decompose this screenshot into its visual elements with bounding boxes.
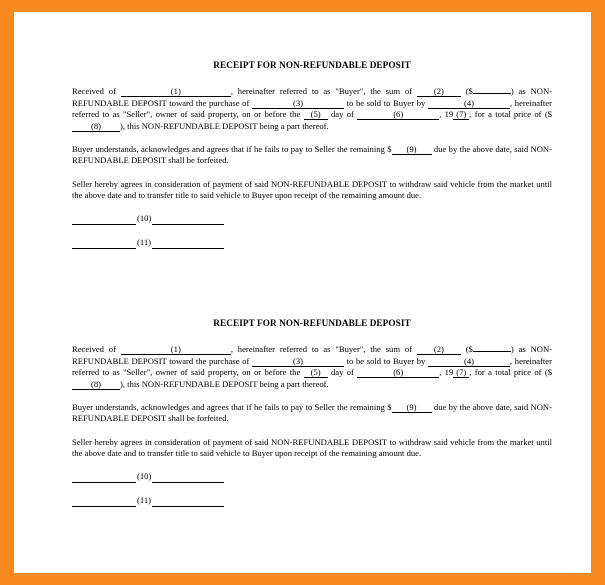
receipt-1 xyxy=(72,60,552,250)
field-2[interactable]: (2) xyxy=(417,87,461,97)
receipt-title: RECEIPT FOR NON-REFUNDABLE DEPOSIT xyxy=(213,60,411,70)
field-3[interactable]: (3) xyxy=(252,357,344,367)
paragraph-received: Received of (1) , hereinafter referred to as "Buyer", the sum of (2) ($ ) as NON-REFUNDABLE DEPOSIT toward the purchase of (3) to be sold to Buyer by (4) , hereinafter referred to as "Seller", owner of said property, on or before the (5) day of (6) , 19 (7) , for a total price of ($(8) ), this NON-REFUNDABLE DEPOSIT being a part thereof. xyxy=(72,344,553,389)
signature-line-11[interactable]: (11) xyxy=(72,496,552,508)
field-3[interactable]: (3) xyxy=(252,99,344,109)
field-7[interactable]: (7) xyxy=(453,368,469,378)
field-1[interactable]: (1) xyxy=(121,345,231,355)
field-8[interactable]: (8) xyxy=(72,380,120,390)
field-1[interactable]: (1) xyxy=(121,87,231,97)
field-5[interactable]: (5) xyxy=(304,110,328,120)
signature-line-10[interactable]: (10) xyxy=(72,472,552,484)
field-9[interactable]: (9) xyxy=(392,145,432,155)
field-6[interactable]: (6) xyxy=(357,368,439,378)
field-9[interactable]: (9) xyxy=(392,403,432,413)
receipt-2 xyxy=(72,318,552,508)
signature-line-11[interactable]: (11) xyxy=(72,238,552,250)
field-2-amount[interactable] xyxy=(473,342,511,352)
field-6[interactable]: (6) xyxy=(357,110,439,120)
field-4[interactable]: (4) xyxy=(428,357,510,367)
field-8[interactable]: (8) xyxy=(72,122,120,132)
paragraph-buyer-terms: Buyer understands, acknowledges and agrees that if he fails to pay to Seller the remaining $ (9) due by the above date, said NON-REFUNDABLE DEPOSIT shall be forfeited. xyxy=(72,402,552,424)
field-4[interactable]: (4) xyxy=(428,99,510,109)
field-7[interactable]: (7) xyxy=(453,110,469,120)
paragraph-received: Received of (1) , hereinafter referred to as "Buyer", the sum of (2) ($ ) as NON-REFUNDABLE DEPOSIT toward the purchase of (3) to be sold to Buyer by (4) , hereinafter referred to as "Seller", owner of said property, on or before the (5) day of (6) , 19 (7) , for a total price of ($(8) ), this NON-REFUNDABLE DEPOSIT being a part thereof. xyxy=(72,86,553,131)
field-2[interactable]: (2) xyxy=(417,345,461,355)
document-page xyxy=(14,12,591,573)
field-2-amount[interactable] xyxy=(473,84,511,94)
paragraph-seller-terms: Seller hereby agrees in consideration of payment of said NON-REFUNDABLE DEPOSIT to withdraw said vehicle from the market until the above date and to transfer title to said vehicle to Buyer upon receipt of the remaining amount due. xyxy=(72,436,552,459)
field-5[interactable]: (5) xyxy=(304,368,328,378)
signature-line-10[interactable]: (10) xyxy=(72,214,552,226)
paragraph-buyer-terms: Buyer understands, acknowledges and agrees that if he fails to pay to Seller the remaining $ (9) due by the above date, said NON-REFUNDABLE DEPOSIT shall be forfeited. xyxy=(72,144,552,166)
paragraph-seller-terms: Seller hereby agrees in consideration of payment of said NON-REFUNDABLE DEPOSIT to withdraw said vehicle from the market until the above date and to transfer title to said vehicle to Buyer upon receipt of the remaining amount due. xyxy=(72,178,552,201)
receipt-title: RECEIPT FOR NON-REFUNDABLE DEPOSIT xyxy=(213,318,411,328)
